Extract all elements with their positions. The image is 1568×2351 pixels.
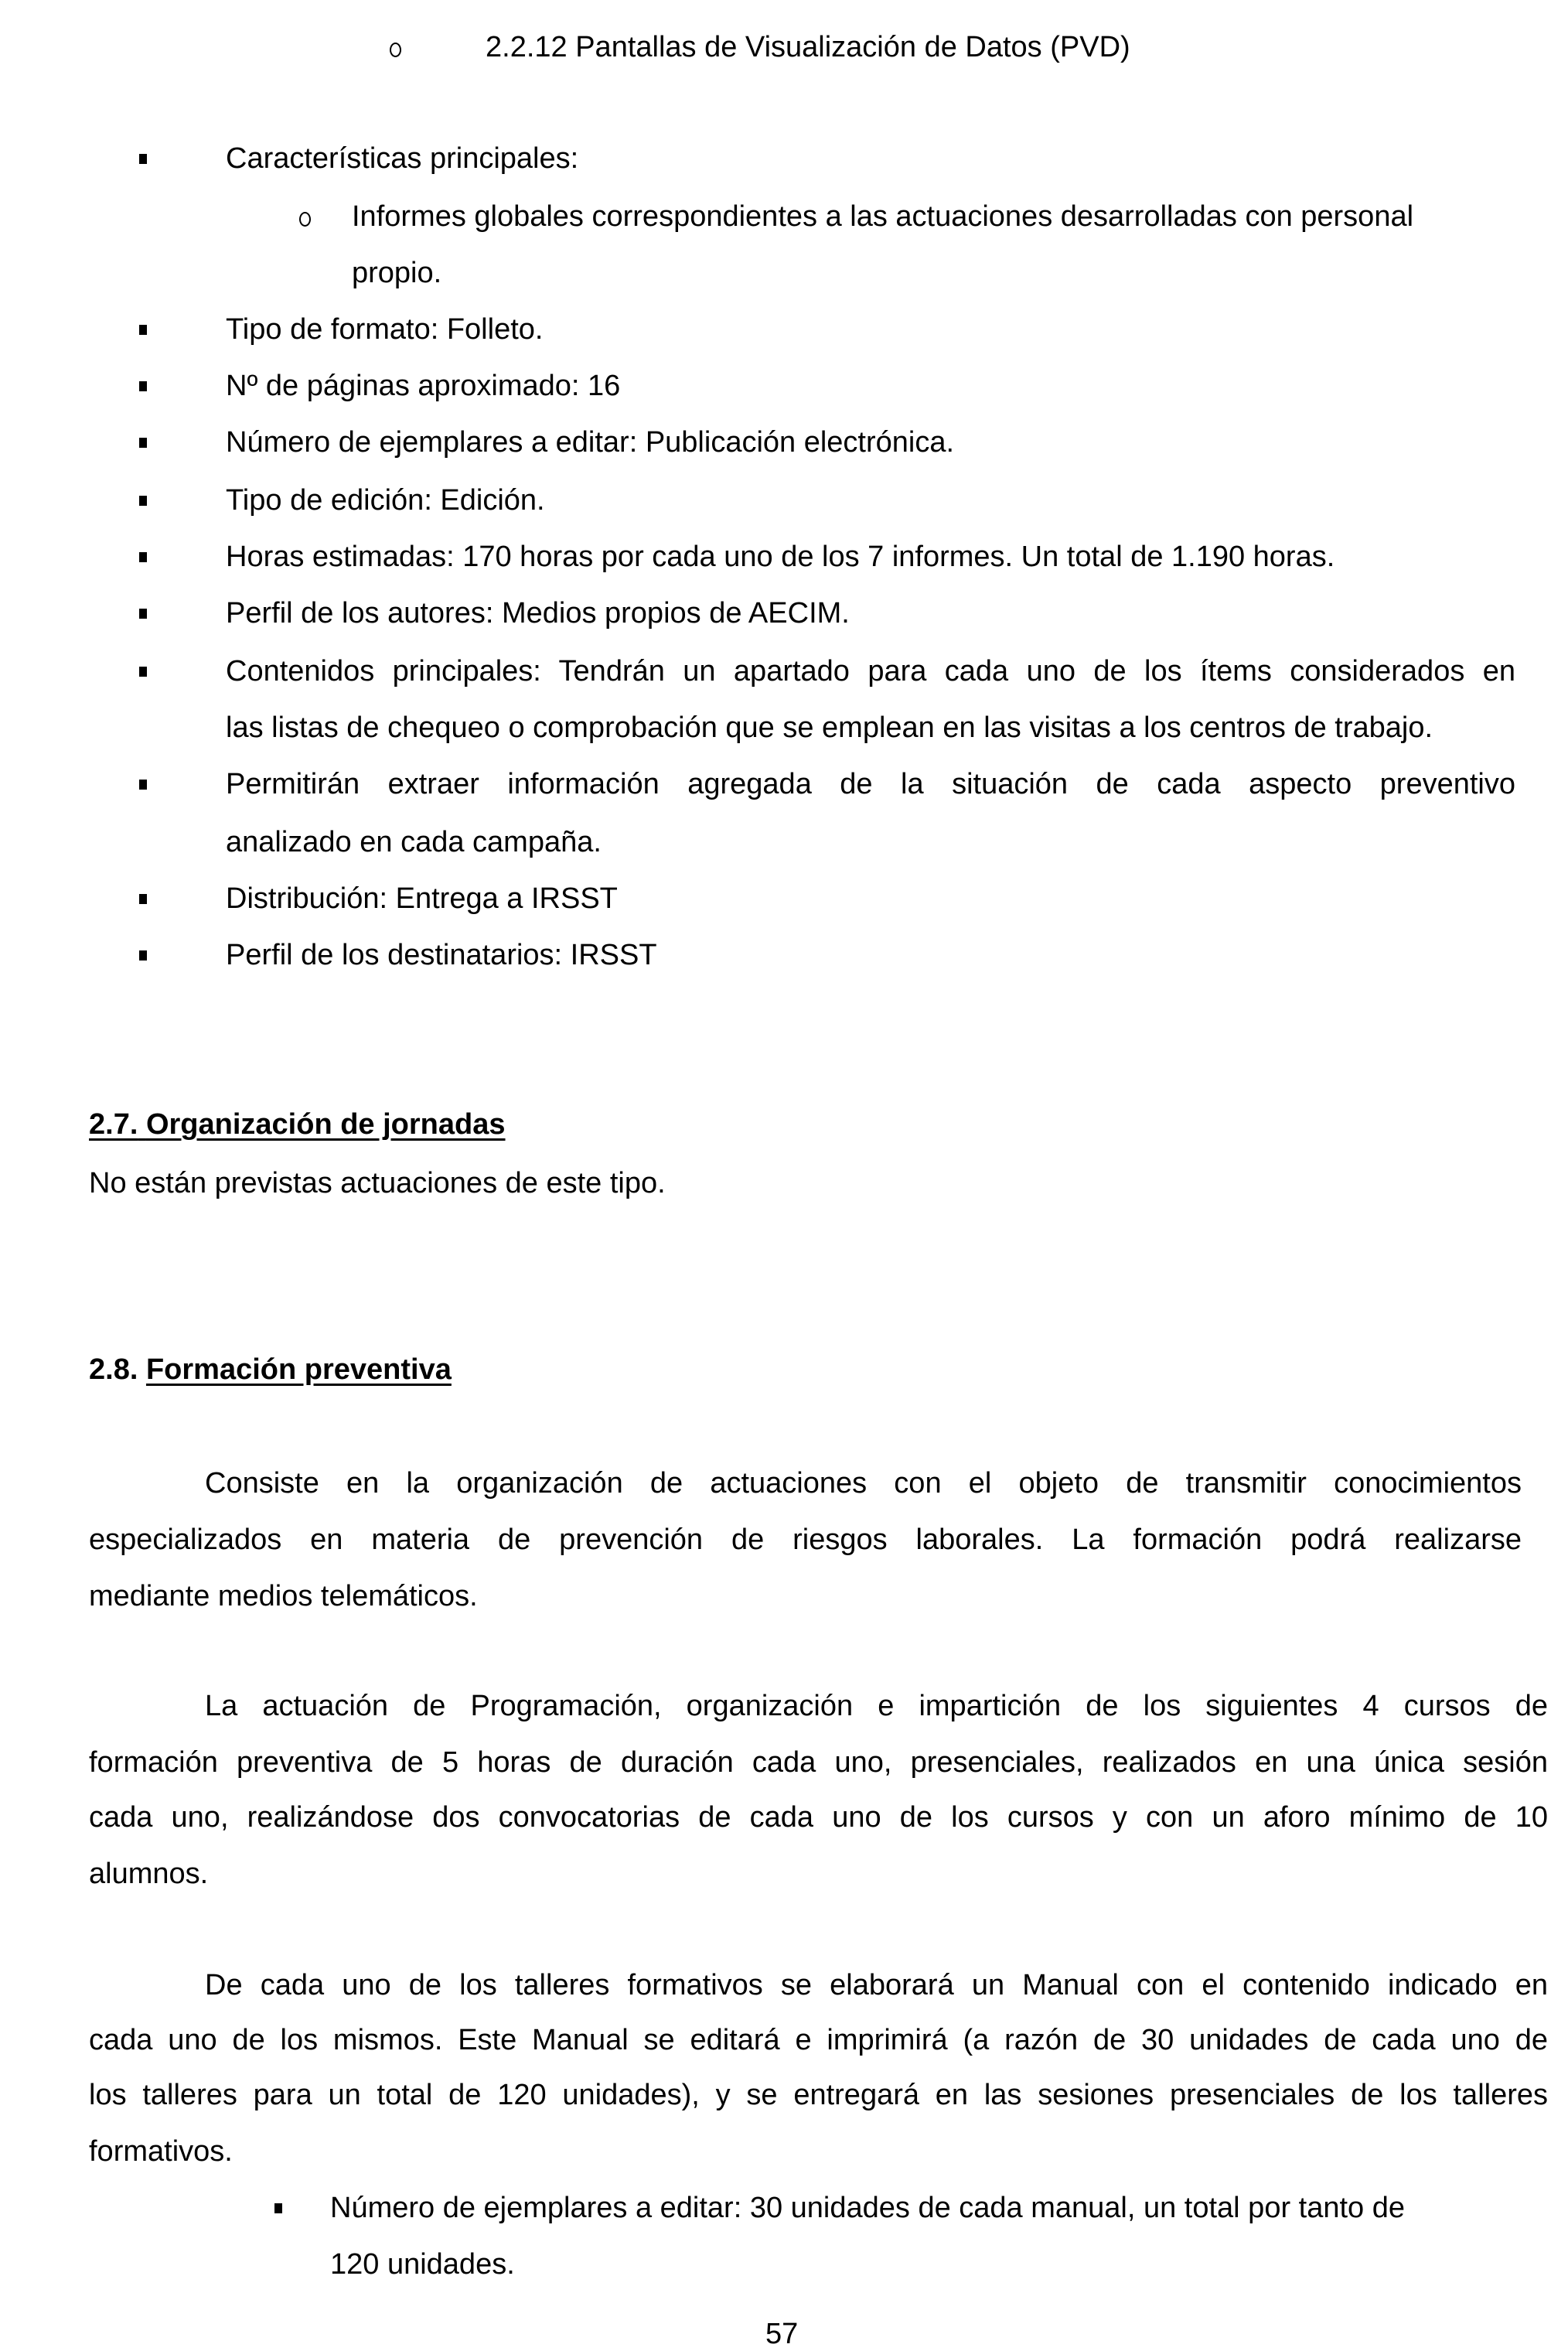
bullet-item: Número de ejemplares a editar: 30 unidades de cada manual, un total por tanto de	[330, 2192, 1406, 2224]
bullet-item: Número de ejemplares a editar: Publicación electrónica.	[226, 426, 955, 459]
square-bullet-icon	[139, 552, 147, 562]
bullet-item: Horas estimadas: 170 horas por cada uno de los 7 informes. Un total de 1.190 horas.	[226, 541, 1335, 573]
bullet-item: Perfil de los destinatarios: IRSST	[226, 939, 657, 971]
subsection-heading: 2.2.12 Pantallas de Visualización de Datos (PVD)	[486, 31, 1130, 63]
paragraph-line: especializados en materia de prevención de riesgos laborales. La formación podrá realizarse	[89, 1524, 1522, 1556]
section-text: No están previstas actuaciones de este tipo.	[89, 1167, 666, 1199]
paragraph-line: La actuación de Programación, organización e impartición de los siguientes 4 cursos de	[205, 1690, 1548, 1722]
paragraph-line: Consiste en la organización de actuaciones con el objeto de transmitir conocimientos	[205, 1467, 1522, 1500]
square-bullet-icon	[139, 609, 147, 619]
square-bullet-icon	[139, 381, 147, 391]
bullet-item-contents: Contenidos principales: Tendrán un apartado para cada uno de los ítems considerados en	[226, 655, 1515, 688]
square-bullet-icon	[139, 438, 147, 448]
square-bullet-icon	[139, 667, 147, 677]
bullet-item: Distribución: Entrega a IRSST	[226, 882, 618, 915]
page-number: 57	[765, 2318, 799, 2350]
bullet-item: Tipo de edición: Edición.	[226, 484, 545, 517]
square-bullet-icon	[139, 325, 147, 335]
paragraph-line: alumnos.	[89, 1858, 209, 1890]
paragraph-line: formación preventiva de 5 horas de duración cada uno, presenciales, realizados en una única sesión	[89, 1746, 1548, 1779]
section-number: 2.8.	[89, 1353, 138, 1386]
characteristics-label: Características principales:	[226, 142, 579, 175]
section-heading-2-7	[89, 1107, 506, 1141]
bullet-item: Tipo de formato: Folleto.	[226, 313, 544, 346]
section-number: 2.7.	[89, 1108, 138, 1141]
paragraph-line: formativos.	[89, 2135, 233, 2168]
bullet-item: Perfil de los autores: Medios propios de AECIM.	[226, 597, 850, 630]
bullet-item-contents: las listas de chequeo o comprobación que se emplean en las visitas a los centros de trabajo.	[226, 711, 1433, 744]
square-bullet-icon	[139, 950, 147, 961]
square-bullet-icon	[139, 894, 147, 904]
section-title: Formación preventiva	[145, 1353, 452, 1386]
bullet-item: 120 unidades.	[330, 2248, 515, 2281]
paragraph-line: cada uno, realizándose dos convocatorias de cada uno de los cursos y con un aforo mínimo de 10	[89, 1801, 1548, 1834]
section-heading-2-8	[89, 1353, 452, 1387]
square-bullet-icon	[139, 780, 147, 790]
paragraph-line: los talleres para un total de 120 unidades), y se entregará en las sesiones presenciales de los talleres	[89, 2079, 1548, 2111]
square-bullet-icon	[274, 2203, 282, 2213]
bullet-item-aggregate: Permitirán extraer información agregada de la situación de cada aspecto preventivo	[226, 768, 1515, 800]
paragraph-line: cada uno de los mismos. Este Manual se editará e imprimirá (a razón de 30 unidades de cada uno de	[89, 2024, 1548, 2056]
paragraph-line: mediante medios telemáticos.	[89, 1580, 478, 1612]
square-bullet-icon	[139, 496, 147, 506]
sub-item-line: Informes globales correspondientes a las actuaciones desarrolladas con personal	[352, 200, 1414, 233]
square-bullet-icon	[139, 154, 147, 164]
sub-item-line: propio.	[352, 257, 442, 289]
bullet-item-aggregate: analizado en cada campaña.	[226, 826, 602, 858]
paragraph-line: De cada uno de los talleres formativos se elaborará un Manual con el contenido indicado en	[205, 1969, 1548, 2001]
circle-bullet-icon	[299, 212, 311, 227]
circle-bullet-icon	[390, 43, 401, 57]
section-title: Organización de jornadas	[145, 1108, 506, 1141]
bullet-item: Nº de páginas aproximado: 16	[226, 370, 621, 402]
